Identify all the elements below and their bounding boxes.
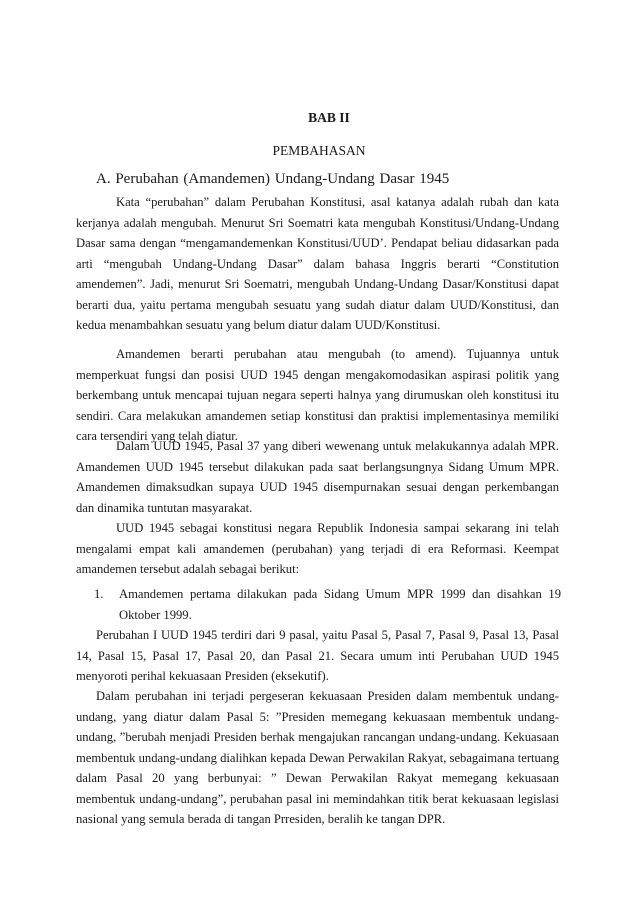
- paragraph: UUD 1945 sebagai konstitusi negara Republik Indonesia sampai sekarang ini telah mengalami empat kali amandemen (perubahan) yang terjadi di era Reformasi. Keempat amandemen tersebut adalah sebagai berikut:: [76, 521, 559, 576]
- list-item-text: Amandemen pertama dilakukan pada Sidang Umum MPR 1999 dan disahkan 19 Oktober 1999.: [119, 587, 561, 622]
- list-item-number: 1.: [94, 587, 104, 601]
- paragraph: Dalam UUD 1945, Pasal 37 yang diberi wewenang untuk melakukannya adalah MPR. Amandemen UUD 1945 tersebut dilakukan pada saat berlangsungnya Sidang Umum MPR. Amandemen dimaksudkan supaya UUD 1945 disempurnakan sesuai dengan perkembangan dan dinamika tuntutan masyarakat.: [76, 439, 559, 515]
- list-item: [94, 584, 561, 625]
- chapter-title: PEMBAHASAN: [272, 143, 366, 158]
- paragraph: Kata “perubahan” dalam Perubahan Konstitusi, asal katanya adalah rubah dan kata kerjanya adalah mengubah. Menurut Sri Soematri kata mengubah Konstitusi/Undang-Undang Dasar sama dengan “mengamandemenkan Konstitusi/UUD’. Pendapat beliau didasarkan pada arti “mengubah Undang-Undang Dasar” dalam bahasa Inggris berarti “Constitution amendemen”. Jadi, menurut Sri Soematri, mengubah Undang-Undang Dasar/Konstitusi dapat berarti dua, yaitu pertama mengubah sesuatu yang sudah diatur dalam UUD/Konstitusi, dan kedua menambahkan sesuatu yang belum diatur dalam UUD/Konstitusi.: [76, 195, 559, 332]
- paragraph: Perubahan I UUD 1945 terdiri dari 9 pasal, yaitu Pasal 5, Pasal 7, Pasal 9, Pasal 13, Pasal 14, Pasal 15, Pasal 17, Pasal 20, dan Pasal 21. Secara umum inti Perubahan UUD 1945 menyoroti perihal kekuasaan Presiden (eksekutif).: [76, 628, 559, 683]
- amendment-list: [94, 584, 561, 625]
- chapter-number: BAB II: [308, 110, 350, 125]
- paragraph: Amandemen berarti perubahan atau mengubah (to amend). Tujuannya untuk memperkuat fungsi dan posisi UUD 1945 dengan mengakomodasikan aspirasi politik yang berkembang untuk mencapai tujuan negara seperti halnya yang dirumuskan oleh konstitusi itu sendiri. Cara melakukan amandemen setiap konstitusi dan praktisi implementasinya memiliki cara tersendiri yang telah diatur.: [76, 347, 559, 443]
- paragraph: Dalam perubahan ini terjadi pergeseran kekuasaan Presiden dalam membentuk undang-undang, yang diatur dalam Pasal 5: ”Presiden memegang kekuasaan membentuk undang-undang, ”berubah menjadi Presiden berhak mengajukan rancangan undang-undang. Kekuasaan membentuk undang-undang dialihkan kepada Dewan Perwakilan Rakyat, sebagaimana tertuang dalam Pasal 20 yang berbunyai: ” Dewan Perwakilan Rakyat memegang kekuasaan membentuk undang-undang”, perubahan pasal ini memindahkan titik berat kekuasaan legislasi nasional yang semula berada di tangan Prresiden, beralih ke tangan DPR.: [76, 689, 559, 826]
- section-heading: A. Perubahan (Amandemen) Undang-Undang Dasar 1945: [96, 171, 450, 187]
